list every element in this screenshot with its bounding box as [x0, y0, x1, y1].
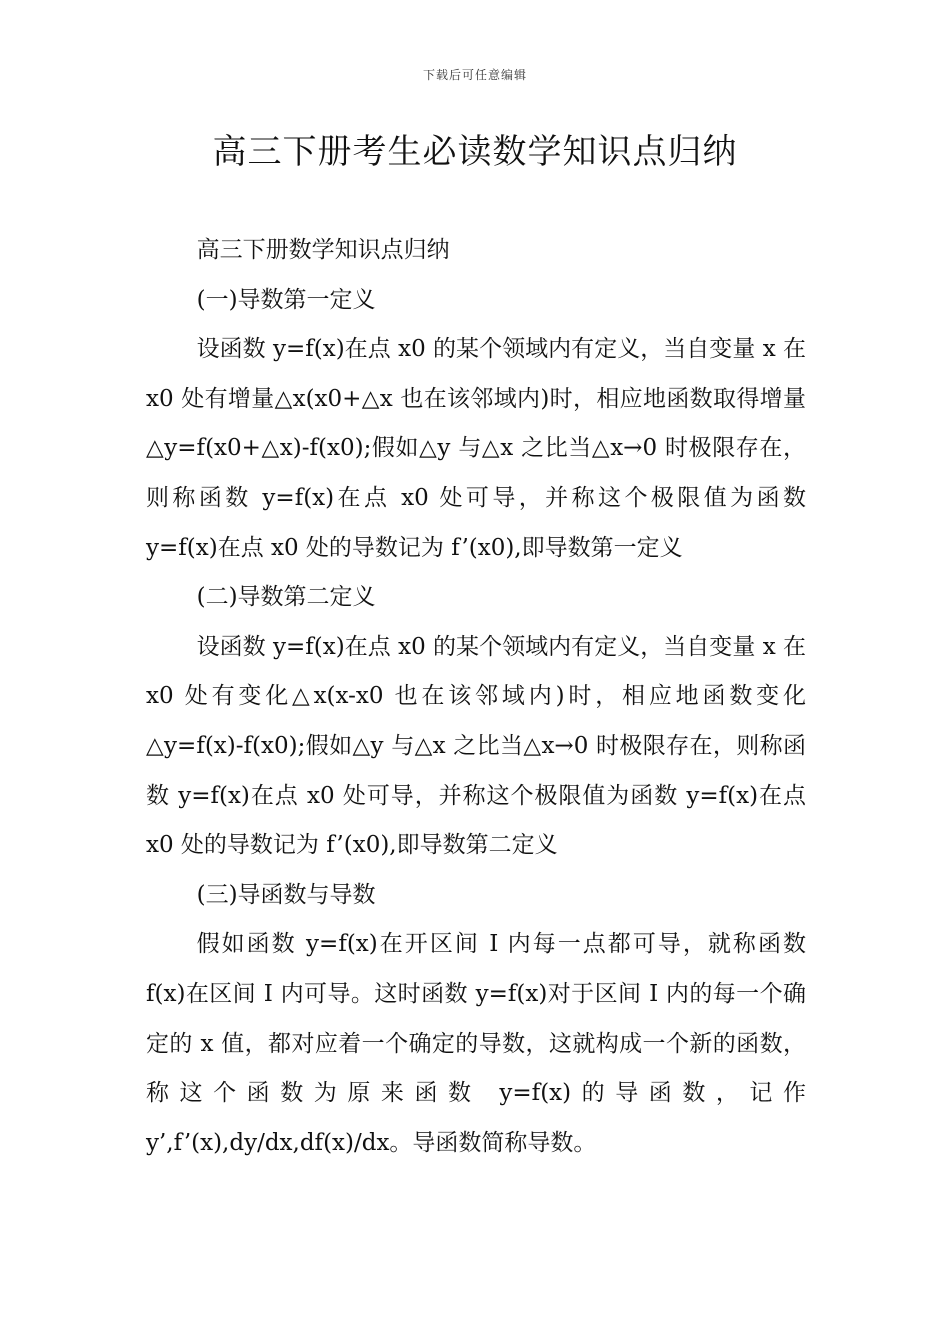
section-heading-3: (三)导函数与导数 [196, 881, 376, 908]
paragraph-subtitle: 高三下册数学知识点归纳 [196, 237, 450, 263]
section-heading-1: (一)导数第一定义 [196, 286, 376, 313]
paragraph-definition-1: 设函数 y=f(x)在点 x0 的某个领域内有定义，当自变量 x 在 x0 处有增量△x(x0+△x 也在该邻域内)时，相应地函数取得增量△y=f(x0+△x)-f(x0);假如△y 与△x 之比当△x→0 时极限存在，则称函数 y=f(x)在点 x0 处可导，并称这个极限值为函数 y=f(x)在点 x0 处的导数记为 f’(x0),即导数第一定义 [146, 336, 806, 561]
paragraph-derivative-function: 假如函数 y=f(x)在开区间 I 内每一点都可导，就称函数 f(x)在区间 I 内可导。这时函数 y=f(x)对于区间 I 内的每一个确定的 x 值，都对应着一个确定的导数，这就构成一个新的函数，称这个函数为原来函数 y=f(x)的导函数，记作 y’,f’(x),dy/dx,df(x)/dx。导函数简称导数。 [146, 931, 806, 1156]
header-note: 下载后可任意编辑 [422, 68, 527, 82]
document-body [146, 226, 806, 1168]
document-title: 高三下册考生必读数学知识点归纳 [212, 132, 738, 172]
section-heading-2: (二)导数第二定义 [196, 584, 376, 611]
paragraph-definition-2: 设函数 y=f(x)在点 x0 的某个领域内有定义，当自变量 x 在 x0 处有变化△x(x-x0 也在该邻域内)时，相应地函数变化△y=f(x)-f(x0);假如△y 与△x 之比当△x→0 时极限存在，则称函数 y=f(x)在点 x0 处可导，并称这个极限值为函数 y=f(x)在点 x0 处的导数记为 f’(x0),即导数第二定义 [146, 633, 806, 859]
